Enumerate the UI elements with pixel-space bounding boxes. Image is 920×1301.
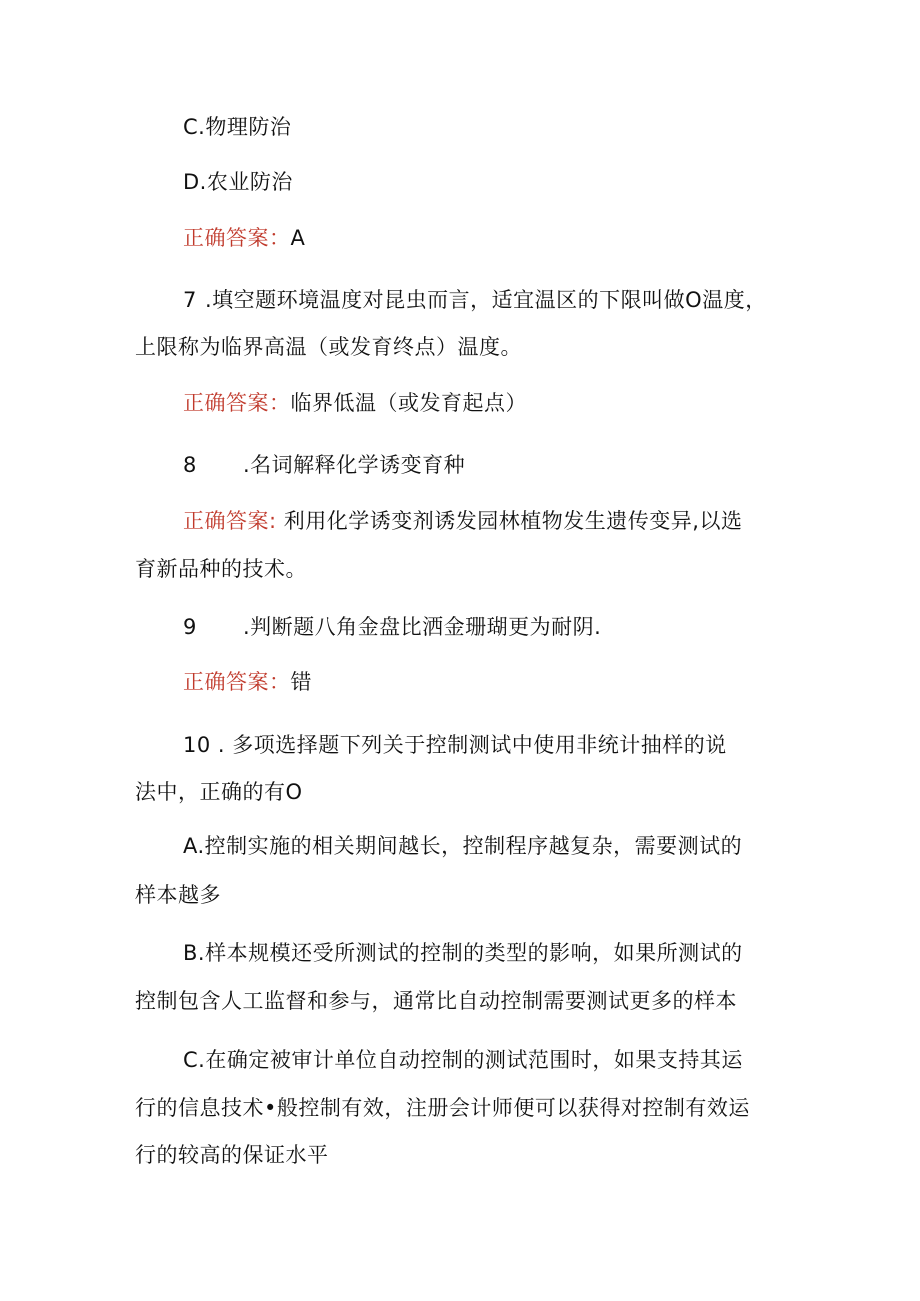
option-c10-line-1: C.在确定被审计单位自动控制的测试范围时，如果支持其运 bbox=[183, 1048, 743, 1072]
answer-label: 正确答案: bbox=[183, 509, 277, 533]
question-text: .名词解释化学诱变育种 bbox=[243, 453, 466, 477]
answer-value: 利用化学诱变剂诱发园林植物发生遗传变异,以选 bbox=[283, 509, 743, 533]
answer-value: 错 bbox=[290, 670, 312, 694]
question-7-line-1 bbox=[183, 286, 767, 314]
question-8 bbox=[183, 451, 465, 479]
option-b-line-1: B.样本规模还受所测试的控制的类型的影响，如果所测试的 bbox=[183, 941, 743, 965]
question-10-line-1: 10 . 多项选择题下列关于控制测试中使用非统计抽样的说 bbox=[183, 733, 727, 757]
answer-9 bbox=[183, 668, 312, 696]
question-text: .判断题八角金盘比洒金珊瑚更为耐阴. bbox=[243, 615, 602, 639]
answer-7 bbox=[183, 389, 527, 417]
answer-label: 正确答案： bbox=[183, 670, 291, 694]
question-7-line-2: 上限称为临界高温（或发育终点）温度。 bbox=[135, 335, 522, 359]
answer-value: 临界低温（或发育起点） bbox=[290, 391, 527, 415]
question-number: 8 bbox=[183, 453, 197, 477]
option-c10-line-3: 行的较高的保证水平 bbox=[135, 1143, 329, 1167]
answer-label: 正确答案： bbox=[183, 226, 291, 250]
option-a-line-2: 样本越多 bbox=[135, 883, 221, 907]
answer-8-line-2: 育新品种的技术。 bbox=[135, 557, 307, 581]
option-b-line-2: 控制包含人工监督和参与，通常比自动控制需要测试更多的样本 bbox=[135, 989, 737, 1013]
answer-8-line-1 bbox=[183, 507, 742, 535]
question-number: 9 bbox=[183, 615, 197, 639]
answer-value: A bbox=[290, 226, 306, 250]
option-c10-line-2: 行的信息技术•般控制有效，注册会计师便可以获得对控制有效运 bbox=[135, 1096, 750, 1120]
answer-label: 正确答案： bbox=[183, 391, 291, 415]
option-a-line-1: A.控制实施的相关期间越长，控制程序越复杂，需要测试的 bbox=[183, 834, 743, 858]
option-d: D.农业防治 bbox=[183, 170, 293, 194]
question-number: 7 bbox=[183, 288, 197, 312]
question-10-line-2: 法中，正确的有O bbox=[135, 780, 303, 804]
question-9 bbox=[183, 613, 601, 641]
question-text: .填空题环境温度对昆虫而言，适宜温区的下限叫做O温度， bbox=[205, 288, 767, 312]
answer-6 bbox=[183, 224, 305, 252]
option-c: C.物理防治 bbox=[183, 115, 292, 139]
